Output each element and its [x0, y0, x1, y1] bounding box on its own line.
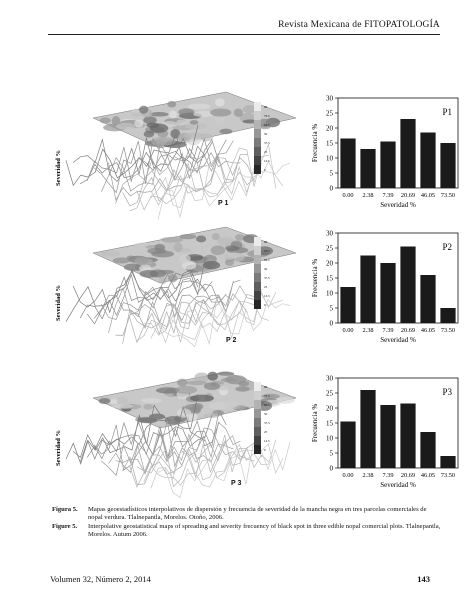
bar	[400, 247, 415, 324]
colorbar-tick-label: 75.5	[264, 249, 270, 253]
bar	[400, 404, 415, 469]
z-axis-label: Severidad %	[55, 430, 62, 466]
x-tick-label: 20.69	[400, 192, 416, 199]
y-tick-label: 10	[326, 289, 333, 298]
plot-frame	[338, 378, 458, 468]
panel-label-p2: P 2	[226, 337, 237, 344]
map-blob	[187, 104, 210, 110]
colorbar-tick-label: 62.5	[264, 403, 270, 407]
bar	[420, 275, 435, 323]
map-blob	[116, 123, 135, 130]
colorbar-tick-label: 62.5	[264, 123, 270, 127]
chart-title: P2	[442, 242, 452, 252]
map-blob	[235, 386, 249, 391]
y-tick-label: 25	[326, 244, 333, 253]
x-tick-label: 73.50	[440, 472, 456, 479]
map-blob	[225, 245, 239, 251]
bar	[420, 133, 435, 189]
map-blob	[190, 395, 214, 402]
map-blob	[143, 404, 153, 410]
surface-plot-p3	[48, 370, 313, 510]
y-tick-label: 30	[326, 374, 333, 383]
panel-label-p3: P 3	[231, 480, 242, 487]
colorbar-tick-label: 37.5	[264, 421, 270, 425]
running-header	[0, 20, 440, 30]
z-axis-label: Severidad %	[55, 150, 62, 186]
surface-graphic	[55, 227, 296, 347]
panel-label-p1: P 1	[218, 200, 229, 207]
map-blob	[192, 403, 204, 410]
y-tick-label: 20	[326, 124, 333, 133]
map-blob	[167, 101, 176, 108]
map-blob	[156, 137, 176, 145]
x-tick-label: 2.38	[362, 472, 374, 479]
colorbar-tick-label: 50	[264, 267, 268, 271]
bar	[440, 308, 455, 323]
map-blob	[178, 108, 194, 115]
y-tick-label: 25	[326, 109, 333, 118]
x-tick-label: 73.50	[440, 327, 456, 334]
map-blob	[219, 129, 232, 135]
map-blob	[99, 398, 111, 404]
colorbar-swatch	[254, 391, 261, 400]
bar	[340, 287, 355, 323]
map-blob	[276, 397, 295, 404]
x-tick-label: 0.00	[342, 327, 354, 334]
map-blob	[190, 120, 199, 125]
map-blob	[176, 119, 185, 125]
y-tick-label: 0	[329, 464, 333, 473]
surface-svg-p2	[48, 225, 313, 365]
map-blob	[139, 270, 158, 278]
colorbar-swatch	[254, 165, 261, 174]
figure-panel-p3	[48, 370, 456, 510]
x-tick-label: 2.38	[362, 192, 374, 199]
map-blob	[161, 237, 184, 243]
bar	[440, 143, 455, 188]
map-blob	[238, 381, 249, 387]
colorbar-swatch	[254, 246, 261, 255]
colorbar-tick-label: 0	[264, 448, 266, 452]
volume-info: Volumen 32, Número 2, 2014	[50, 574, 151, 584]
colorbar-tick-label: 37.5	[264, 276, 270, 280]
surface-graphic	[55, 92, 296, 220]
bar	[340, 422, 355, 469]
map-blob	[112, 404, 133, 409]
colorbar-swatch	[254, 156, 261, 165]
colorbar-swatch	[254, 409, 261, 418]
x-tick-label: 73.50	[440, 192, 456, 199]
z-axis-label: Severidad %	[55, 285, 62, 321]
x-tick-label: 7.39	[382, 327, 394, 334]
colorbar-swatch	[254, 436, 261, 445]
colorbar-swatch	[254, 102, 261, 111]
map-blob	[215, 98, 225, 106]
bar-chart-svg-p1	[308, 90, 468, 230]
surface-line	[137, 301, 269, 341]
journal-title: Revista Mexicana de FITOPATOLOGÍA	[278, 20, 440, 30]
bar-chart-p1	[308, 90, 468, 230]
map-blob	[235, 234, 245, 241]
map-blob	[169, 110, 177, 118]
header-rule	[48, 34, 440, 35]
y-tick-label: 5	[329, 304, 333, 313]
map-blob	[141, 398, 162, 403]
y-tick-label: 15	[326, 139, 333, 148]
y-axis-label: Frecuencia %	[311, 258, 319, 298]
colorbar-swatch	[254, 418, 261, 427]
map-blob	[196, 236, 206, 243]
y-tick-label: 0	[329, 184, 333, 193]
x-tick-label: 2.38	[362, 327, 374, 334]
map-blob	[154, 244, 165, 252]
colorbar-tick-label: 0	[264, 168, 266, 172]
colorbar-tick-label: 62.5	[264, 258, 270, 262]
bar	[400, 119, 415, 188]
bar-chart-svg-p3	[308, 370, 468, 510]
colorbar-swatch	[254, 273, 261, 282]
colorbar-tick-label: 50	[264, 132, 268, 136]
colorbar-swatch	[254, 282, 261, 291]
y-tick-label: 25	[326, 389, 333, 398]
map-blob	[217, 371, 234, 375]
surface-svg-p1	[48, 90, 313, 230]
page-number: 143	[417, 574, 430, 584]
y-tick-label: 30	[326, 229, 333, 238]
colorbar-swatch	[254, 382, 261, 391]
bar	[360, 256, 375, 324]
surface-plot-p1	[48, 90, 313, 230]
bar-chart-p3	[308, 370, 468, 510]
colorbar-tick-label: 25	[264, 285, 268, 289]
page-footer	[50, 574, 430, 584]
chart-title: P3	[442, 387, 452, 397]
plot-frame	[338, 98, 458, 188]
bar-chart-p2	[308, 225, 468, 365]
map-blob	[227, 252, 241, 257]
map-blob	[139, 106, 148, 114]
caption-text: Interpolative geostatistical maps of spreading and severity frecuency of black spot in three edible nopal comercial plots. Tlalnepantla, Morelos. Autum 2006.	[88, 523, 441, 539]
colorbar-tick-label: 25	[264, 430, 268, 434]
y-axis-label: Frecuencia %	[311, 403, 319, 443]
x-tick-label: 46.05	[420, 472, 436, 479]
chart-title: P1	[442, 107, 452, 117]
map-blob	[212, 233, 220, 240]
colorbar-swatch	[254, 427, 261, 436]
colorbar-tick-label: 12.5	[264, 294, 270, 298]
x-axis-label: Severidad %	[380, 201, 416, 209]
figure-panel-p2	[48, 225, 456, 365]
plot-frame	[338, 233, 458, 323]
colorbar-tick-label: 37.5	[264, 141, 270, 145]
colorbar-swatch	[254, 111, 261, 120]
map-blob	[177, 379, 188, 387]
map-blob	[113, 257, 131, 263]
y-axis-label: Frecuencia %	[311, 123, 319, 163]
figure-panel-p1	[48, 90, 456, 230]
surface-svg-p3	[48, 370, 313, 510]
map-blob	[210, 109, 231, 117]
colorbar-swatch	[254, 255, 261, 264]
colorbar-tick-label: 0	[264, 303, 266, 307]
bar-chart-svg-p2	[308, 225, 468, 365]
bar	[380, 142, 395, 189]
x-axis-label: Severidad %	[380, 336, 416, 344]
bar	[340, 139, 355, 189]
map-blob	[144, 131, 154, 138]
map-blob	[234, 109, 243, 117]
bar	[420, 432, 435, 468]
colorbar-tick-label: 25	[264, 150, 268, 154]
map-blob	[134, 120, 143, 128]
colorbar-swatch	[254, 147, 261, 156]
x-tick-label: 46.05	[420, 327, 436, 334]
caption-label: Figura 5.	[52, 506, 78, 513]
x-tick-label: 20.69	[400, 472, 416, 479]
bar	[360, 149, 375, 188]
x-tick-label: 0.00	[342, 192, 354, 199]
y-tick-label: 20	[326, 259, 333, 268]
y-tick-label: 5	[329, 449, 333, 458]
y-tick-label: 20	[326, 404, 333, 413]
y-tick-label: 0	[329, 319, 333, 328]
colorbar-tick-label: 90	[264, 240, 268, 244]
map-blob	[221, 378, 238, 383]
map-blob	[203, 261, 220, 270]
map-blob	[158, 270, 174, 274]
colorbar-tick-label: 75.5	[264, 114, 270, 118]
map-blob	[101, 251, 121, 257]
y-tick-label: 15	[326, 419, 333, 428]
map-blob	[135, 257, 149, 265]
map-blob	[150, 123, 169, 132]
colorbar-tick-label: 90	[264, 105, 268, 109]
colorbar-tick-label: 90	[264, 385, 268, 389]
colorbar-swatch	[254, 300, 261, 309]
map-blob	[236, 405, 245, 411]
surface-line	[158, 163, 290, 220]
colorbar-swatch	[254, 400, 261, 409]
x-tick-label: 20.69	[400, 327, 416, 334]
map-blob	[174, 242, 183, 252]
colorbar-tick-label: 50	[264, 412, 268, 416]
map-blob	[204, 382, 220, 390]
colorbar-tick-label: 75.5	[264, 394, 270, 398]
x-tick-label: 7.39	[382, 192, 394, 199]
y-tick-label: 10	[326, 154, 333, 163]
colorbar-tick-label: 12.5	[264, 159, 270, 163]
bar	[440, 456, 455, 468]
colorbar-swatch	[254, 138, 261, 147]
colorbar-swatch	[254, 291, 261, 300]
caption-text: Mapas geoestadísticos interpolativos de dispersión y frecuencia de severidad de la mancha negra en tres parcelas comerciales de nopal verdura. Tlalnepantla, Morelos. Otoño, 2006.	[88, 506, 427, 522]
x-tick-label: 46.05	[420, 192, 436, 199]
x-tick-label: 0.00	[342, 472, 354, 479]
map-blob	[207, 372, 218, 381]
colorbar-tick-label: 12.5	[264, 439, 270, 443]
colorbar-swatch	[254, 120, 261, 129]
y-tick-label: 15	[326, 274, 333, 283]
y-tick-label: 30	[326, 94, 333, 103]
map-blob	[179, 254, 191, 263]
y-tick-label: 10	[326, 434, 333, 443]
surface-graphic	[55, 371, 296, 497]
colorbar-swatch	[254, 264, 261, 273]
map-blob	[175, 386, 197, 394]
caption-label: Figure 5.	[52, 523, 78, 530]
surface-line	[123, 286, 255, 344]
bar	[360, 390, 375, 468]
colorbar-swatch	[254, 129, 261, 138]
x-axis-label: Severidad %	[380, 481, 416, 489]
y-tick-label: 5	[329, 169, 333, 178]
surface-plot-p2	[48, 225, 313, 365]
map-blob	[117, 396, 128, 405]
map-blob	[100, 117, 111, 123]
bar	[380, 263, 395, 323]
colorbar-swatch	[254, 445, 261, 454]
x-tick-label: 7.39	[382, 472, 394, 479]
map-blob	[186, 381, 207, 386]
bar	[380, 405, 395, 468]
colorbar-swatch	[254, 237, 261, 246]
map-blob	[179, 234, 196, 239]
